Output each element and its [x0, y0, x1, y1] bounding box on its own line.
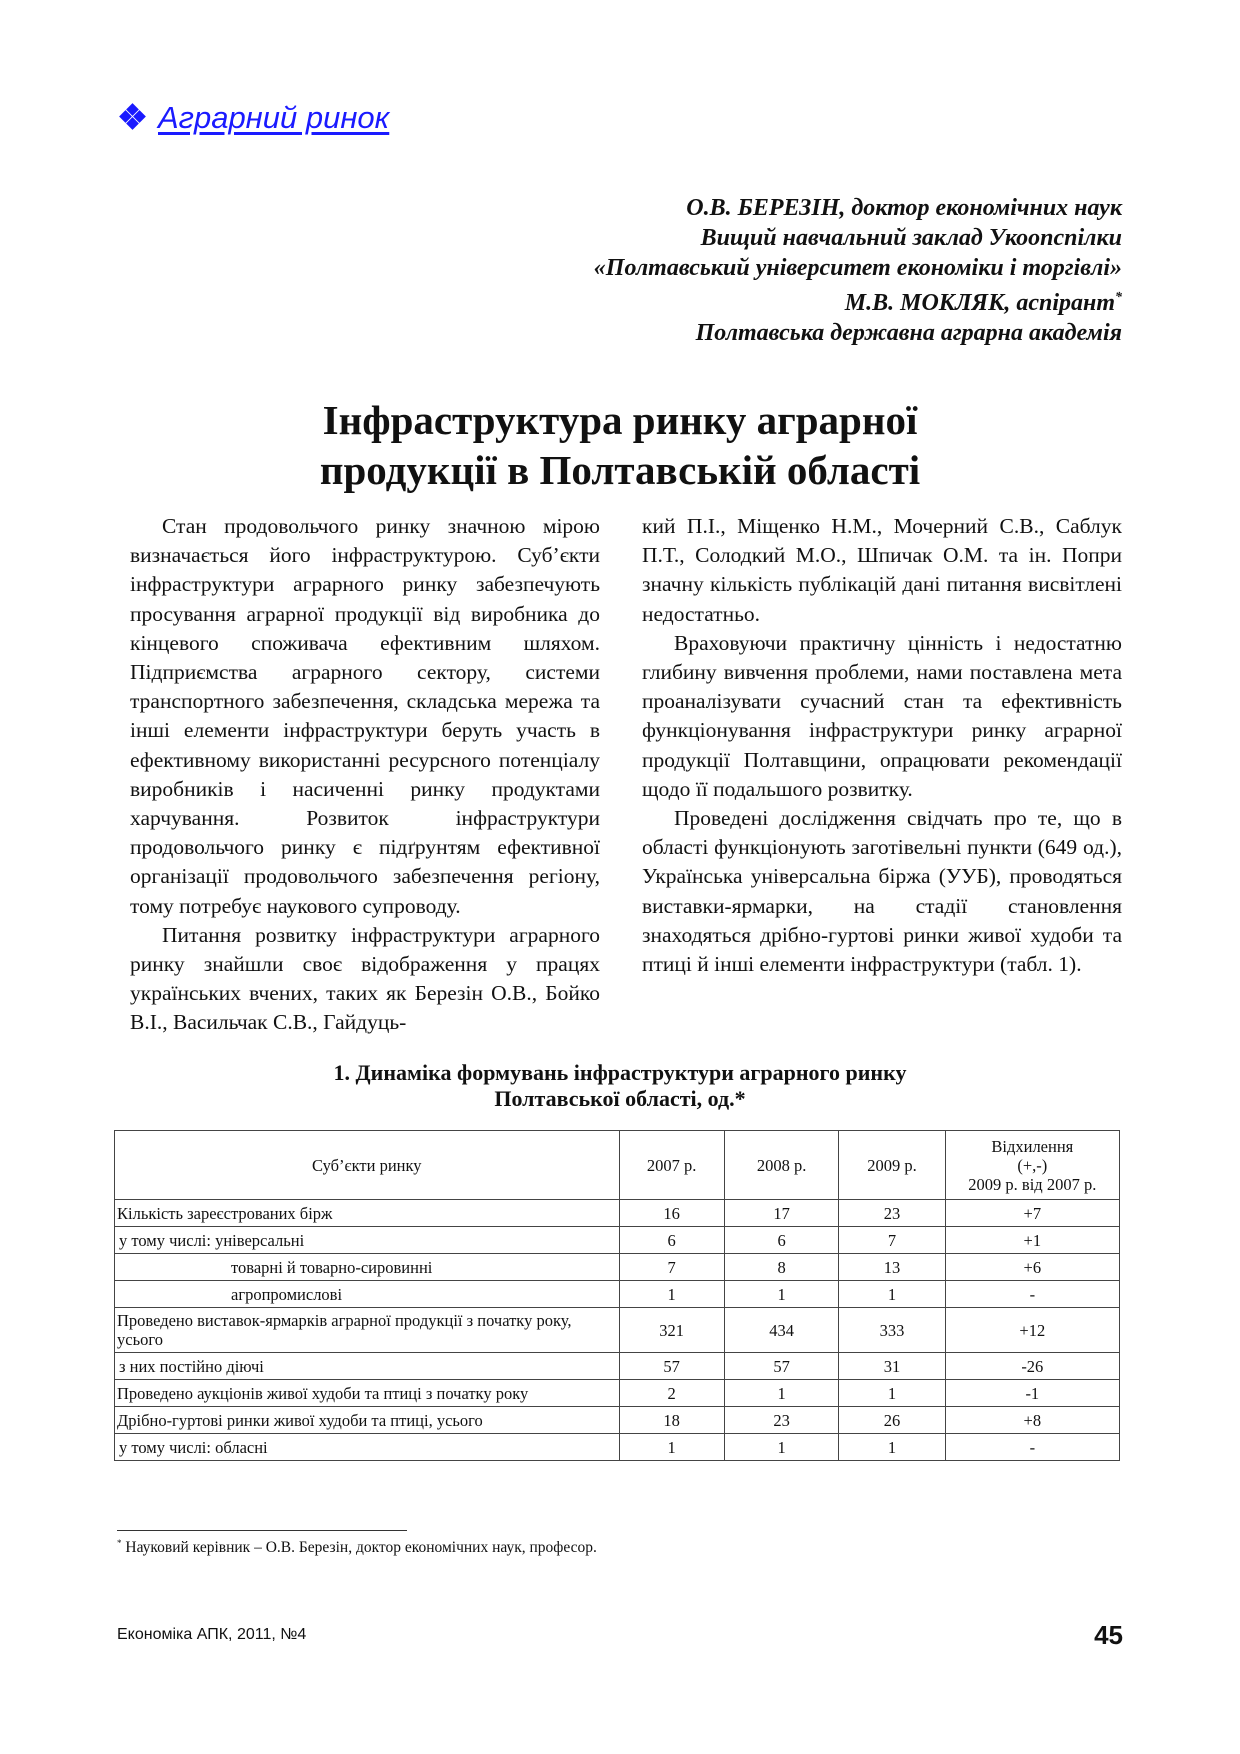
diamond-bullet-icon	[120, 104, 146, 130]
cell-2008: 17	[724, 1200, 839, 1227]
row-label: Проведено аукціонів живої худоби та птиці з початку року	[115, 1380, 620, 1407]
header-deviation	[945, 1131, 1119, 1200]
cell-2008: 23	[724, 1407, 839, 1434]
footnote	[117, 1538, 597, 1557]
paragraph: Стан продовольчого ринку значною мірою визначається його інфраструктурою. Суб’єкти інфраструктури аграрного ринку забезпечують просування аграрної продукції від виробника до кінцевого споживача ефективним шляхом. Підприємства аграрного сектору, системи транспортного забезпечення, складська мережа та інші елементи інфраструктури беруть участь в ефективному використанні ресурсного потенціалу виробників і насиченні ринку продуктами харчування. Розвиток інфраструктури продовольчого ринку є підґрунтям ефективної організації продовольчого забезпечення регіону, тому потребує наукового супроводу.	[130, 514, 600, 918]
header-deviation-line: 2009 р. від 2007 р.	[968, 1174, 1097, 1194]
title-line-1: Інфраструктура ринку аграрної	[322, 397, 918, 443]
cell-2008: 57	[724, 1353, 839, 1380]
table-caption-line-2: Полтавської області, од.*	[494, 1086, 746, 1111]
cell-2009: 1	[839, 1281, 945, 1308]
cell-2007: 1	[619, 1434, 724, 1461]
author-1-affiliation: Вищий навчальний заклад Укоопспілки	[700, 225, 1122, 251]
table-header-row	[115, 1131, 1120, 1200]
author-1-affiliation-2: «Полтавський університет економіки і торгівлі»	[593, 255, 1122, 281]
cell-2008: 8	[724, 1254, 839, 1281]
cell-2007: 6	[619, 1227, 724, 1254]
body-column-right	[642, 512, 1122, 979]
cell-2009: 1	[839, 1434, 945, 1461]
table-caption	[0, 1060, 1240, 1112]
header-deviation-line: (+,-)	[1017, 1155, 1048, 1175]
cell-2009: 26	[839, 1407, 945, 1434]
paragraph: Враховуючи практичну цінність і недостатню глибину вивчення проблеми, нами поставлена мета проаналізувати сучасний стан та ефективність функціонування інфраструктури ринку аграрної продукції Полтавщини, опрацювати рекомендації щодо її подальшого розвитку.	[642, 630, 1122, 801]
cell-2009: 333	[839, 1308, 945, 1353]
cell-deviation: +7	[945, 1200, 1119, 1227]
author-2-name: М.В. МОКЛЯК, аспірант	[844, 290, 1115, 316]
row-label: агропромислові	[115, 1281, 620, 1308]
cell-2007: 18	[619, 1407, 724, 1434]
cell-deviation: -	[945, 1434, 1119, 1461]
table-row	[115, 1407, 1120, 1434]
cell-2009: 7	[839, 1227, 945, 1254]
cell-deviation: -26	[945, 1353, 1119, 1380]
data-table	[114, 1130, 1120, 1461]
table-row	[115, 1434, 1120, 1461]
row-label: Дрібно-гуртові ринки живої худоби та птиці, усього	[115, 1407, 620, 1434]
cell-2009: 23	[839, 1200, 945, 1227]
cell-deviation: +12	[945, 1308, 1119, 1353]
header-2008: 2008 р.	[724, 1131, 839, 1200]
journal-footer: Економіка АПК, 2011, №4	[117, 1626, 307, 1643]
cell-2007: 2	[619, 1380, 724, 1407]
author-block	[594, 193, 1122, 348]
cell-2008: 1	[724, 1434, 839, 1461]
header-2009: 2009 р.	[839, 1131, 945, 1200]
table-row	[115, 1380, 1120, 1407]
cell-deviation: +6	[945, 1254, 1119, 1281]
body-column-left	[130, 512, 600, 1038]
table-row	[115, 1200, 1120, 1227]
cell-2007: 321	[619, 1308, 724, 1353]
table-row	[115, 1227, 1120, 1254]
cell-2009: 31	[839, 1353, 945, 1380]
cell-2007: 57	[619, 1353, 724, 1380]
section-link[interactable]: Аграрний ринок	[158, 100, 390, 135]
header-2007: 2007 р.	[619, 1131, 724, 1200]
author-1: О.В. БЕРЕЗІН, доктор економічних наук	[686, 195, 1122, 221]
paragraph: Питання розвитку інфраструктури аграрного ринку знайшли своє відображення у працях українських вчених, таких як Березін О.В., Бойко В.І., Васильчак С.В., Гайдуць-	[130, 922, 600, 1035]
row-label: у тому числі: обласні	[115, 1434, 620, 1461]
row-label: з них постійно діючі	[115, 1353, 620, 1380]
paragraph: Проведені дослідження свідчать про те, що в області функціонують заготівельні пункти (649 од.), Українська універсальна біржа (УУБ), проводяться виставки-ярмарки, на стадії становлення знаходяться дрібно-гуртові ринки живої худоби та птиці й інші елементи інфраструктури (табл. 1).	[642, 806, 1122, 977]
row-label: Проведено виставок-ярмарків аграрної продукції з початку року, усього	[115, 1308, 620, 1353]
footnote-mark: *	[1115, 290, 1122, 305]
cell-2007: 1	[619, 1281, 724, 1308]
cell-2008: 6	[724, 1227, 839, 1254]
article-title	[0, 395, 1240, 495]
cell-2008: 434	[724, 1308, 839, 1353]
table-row	[115, 1281, 1120, 1308]
table-row	[115, 1254, 1120, 1281]
footnote-divider	[117, 1530, 407, 1531]
cell-deviation: -1	[945, 1380, 1119, 1407]
cell-deviation: +8	[945, 1407, 1119, 1434]
cell-2009: 1	[839, 1380, 945, 1407]
footnote-mark: *	[117, 1538, 122, 1548]
table-row	[115, 1353, 1120, 1380]
title-line-2: продукції в Полтавській області	[319, 447, 921, 493]
table-row	[115, 1308, 1120, 1353]
author-2-affiliation: Полтавська державна аграрна академія	[695, 320, 1122, 346]
header-deviation-line: Відхилення	[991, 1136, 1074, 1156]
section-heading	[120, 100, 389, 136]
cell-deviation: +1	[945, 1227, 1119, 1254]
row-label: у тому числі: універсальні	[115, 1227, 620, 1254]
table-caption-line-1: 1. Динаміка формувань інфраструктури аграрного ринку	[333, 1060, 907, 1085]
author-2	[594, 283, 1122, 318]
cell-2008: 1	[724, 1281, 839, 1308]
cell-2007: 7	[619, 1254, 724, 1281]
footnote-text: Науковий керівник – О.В. Березін, доктор економічних наук, професор.	[125, 1539, 597, 1557]
cell-2009: 13	[839, 1254, 945, 1281]
cell-2007: 16	[619, 1200, 724, 1227]
row-label: Кількість зареєстрованих бірж	[115, 1200, 620, 1227]
paragraph: кий П.І., Міщенко Н.М., Мочерний С.В., Саблук П.Т., Солодкий М.О., Шпичак О.М. та ін. Попри значну кількість публікацій дані питання висвітлені недостатньо.	[642, 514, 1122, 626]
page-number: 45	[1094, 1620, 1123, 1650]
row-label: товарні й товарно-сировинні	[115, 1254, 620, 1281]
cell-2008: 1	[724, 1380, 839, 1407]
cell-deviation: -	[945, 1281, 1119, 1308]
header-subjects: Суб’єкти ринку	[115, 1131, 620, 1200]
